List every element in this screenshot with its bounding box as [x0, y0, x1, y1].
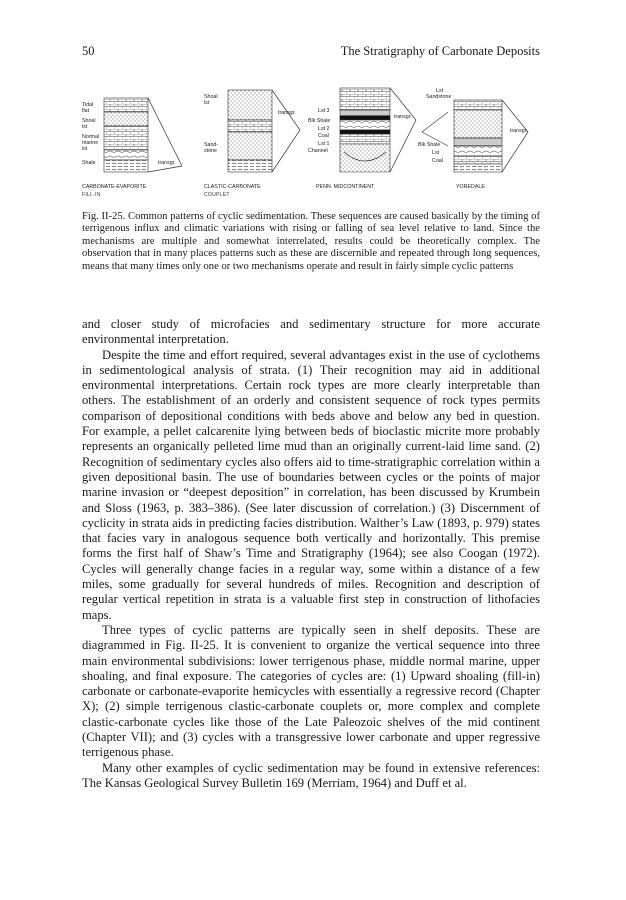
paragraph-3: Three types of cyclic patterns are typically seen in shelf deposits. These are diagrammed in Fig. II-25. It is convenient to organize the vertical sequence into three main environmental subdivisions: lower terrigenous phase, middle normal marine, upper shoaling, and final exposure. The categories of cycles are: (1) Upward shoaling (fill-in) carbonate or carbonate-evaporite hemicycles with essentially a regressive record (Chapter X); (2) simple terrigenous clastic-carbonate couplets or, more complex and complete clastic-carbonate cycles like those of the Late Paleozoic shelves of the mid continent (Chapter VII); and (3) cycles with a transgressive lower carbonate and upper regressive terrigenous phase.	[82, 622, 540, 760]
label-stone: stone	[204, 148, 217, 154]
page-number: 50	[82, 44, 95, 58]
label-shoal-2: Shoal	[204, 94, 218, 100]
label-transgr-1: transgr.	[158, 160, 176, 166]
label-coal-2: Coal	[432, 158, 443, 164]
label-lst3: Lst 3	[318, 108, 330, 114]
label-normal: Normal	[82, 134, 100, 140]
panel-title-penn-midcontinent: PENN. MIDCONTINENT	[316, 184, 375, 190]
panel-subtitle-couplet: COUPLET	[204, 192, 230, 198]
label-blk-shale: Blk Shale	[308, 118, 331, 124]
label-blk-shale-2: Blk Shale	[418, 142, 441, 148]
running-title: The Stratigraphy of Carbonate Deposits	[340, 44, 540, 58]
label-lst-2: lst	[82, 146, 88, 152]
label-lst2: Lst 2	[318, 126, 330, 132]
panel-penn-midcontinent	[308, 88, 416, 190]
label-sandstone: Sandstone	[426, 94, 452, 100]
body-text	[82, 317, 540, 791]
panel-yoredale	[418, 88, 528, 190]
label-lst: lst	[82, 124, 88, 130]
paragraph-1: and closer study of microfacies and sedimentary structure for more accurate environmental interpretation.	[82, 317, 540, 347]
label-coal: Coal	[318, 133, 329, 139]
paragraph-2: Despite the time and effort required, several advantages exist in the use of cyclothems in sedimentological analysis of strata. (1) Their recognition may aid in additional environmental interpretations. Certain rock types are more clearly interpretable than others. The establishment of an orderly and consistent sequence of rock types permits comparison of depositional conditions with beds above and below any bed in question. For example, a pellet calcarenite lying between beds of bioclastic micrite more probably represents an organically pelleted lime mud than an originally current-laid lime sand. (2) Recognition of sedimentary cycles also offers aid to time-stratigraphic correlation within a given depositional basin. The use of boundaries between cycles or the points of major marine invasion or “deepest deposition” in correlation, has been discussed by Krumbein and Sloss (1963, p. 383–386). (See later discussion of correlation.) (3) Discernment of cyclicity in strata aids in predicting facies distribution. Walther’s Law (1893, p. 979) states that facies vary in analogous sequence both vertically and horizontally. This premise forms the first half of Shaw’s Time and Stratigraphy (1964); see also Coogan (1972). Cycles will generally change facies in a regular way, some within a distance of a few miles, some gradually for several hundreds of miles. Recognition and description of regular vertical repetition in strata is a valuable first step in construction of lithofacies maps.	[82, 347, 540, 622]
label-lst-top: Lst	[436, 88, 444, 94]
label-shoal: Shoal	[82, 118, 96, 124]
label-shale: Shale	[82, 160, 96, 166]
panel-clastic-carbonate	[204, 90, 300, 198]
label-sand: Sand-	[204, 142, 219, 148]
label-channel: Channel	[308, 148, 328, 154]
label-transgr-4: transgr.	[510, 128, 528, 134]
label-flat: flat	[82, 108, 90, 114]
panel-carbonate-evaporite	[82, 98, 182, 198]
figure-caption: Fig. II-25. Common patterns of cyclic sedimentation. These sequences are caused basically by the timing of terrigenous influx and climatic variations with rising or falling of sea level relative to land. Since the mechanisms are multiple and somewhat interrelated, results could be theoretically complex. The observation that in many places patterns such as these are discernible and repeated through long sequences, means that many times only one or two mechanisms operate and result in fairly simple cyclic patterns	[82, 211, 540, 272]
label-marine: marine	[82, 140, 99, 146]
label-transgr-3: transgr.	[394, 114, 412, 120]
label-transgr-2: transgr.	[278, 110, 296, 116]
label-lst1: Lst 1	[318, 141, 330, 147]
panel-title-carbonate-evaporite: CARBONATE-EVAPORITE	[82, 184, 147, 190]
label-lst-low: Lst	[432, 150, 440, 156]
panel-title-clastic-carbonate: CLASTIC-CARBONATE	[204, 184, 261, 190]
running-header	[82, 44, 540, 62]
label-lst-3: lst	[204, 100, 210, 106]
paragraph-4: Many other examples of cyclic sedimentation may be found in extensive references: The Kansas Geological Survey Bulletin 169 (Merriam, 1964) and Duff et al.	[82, 760, 540, 790]
panel-title-yoredale: YOREDALE	[456, 184, 485, 190]
figure-cyclic-sedimentation	[82, 84, 540, 204]
panel-subtitle-fill-in: FILL-IN	[82, 192, 101, 198]
label-tidal: Tidal	[82, 102, 94, 108]
